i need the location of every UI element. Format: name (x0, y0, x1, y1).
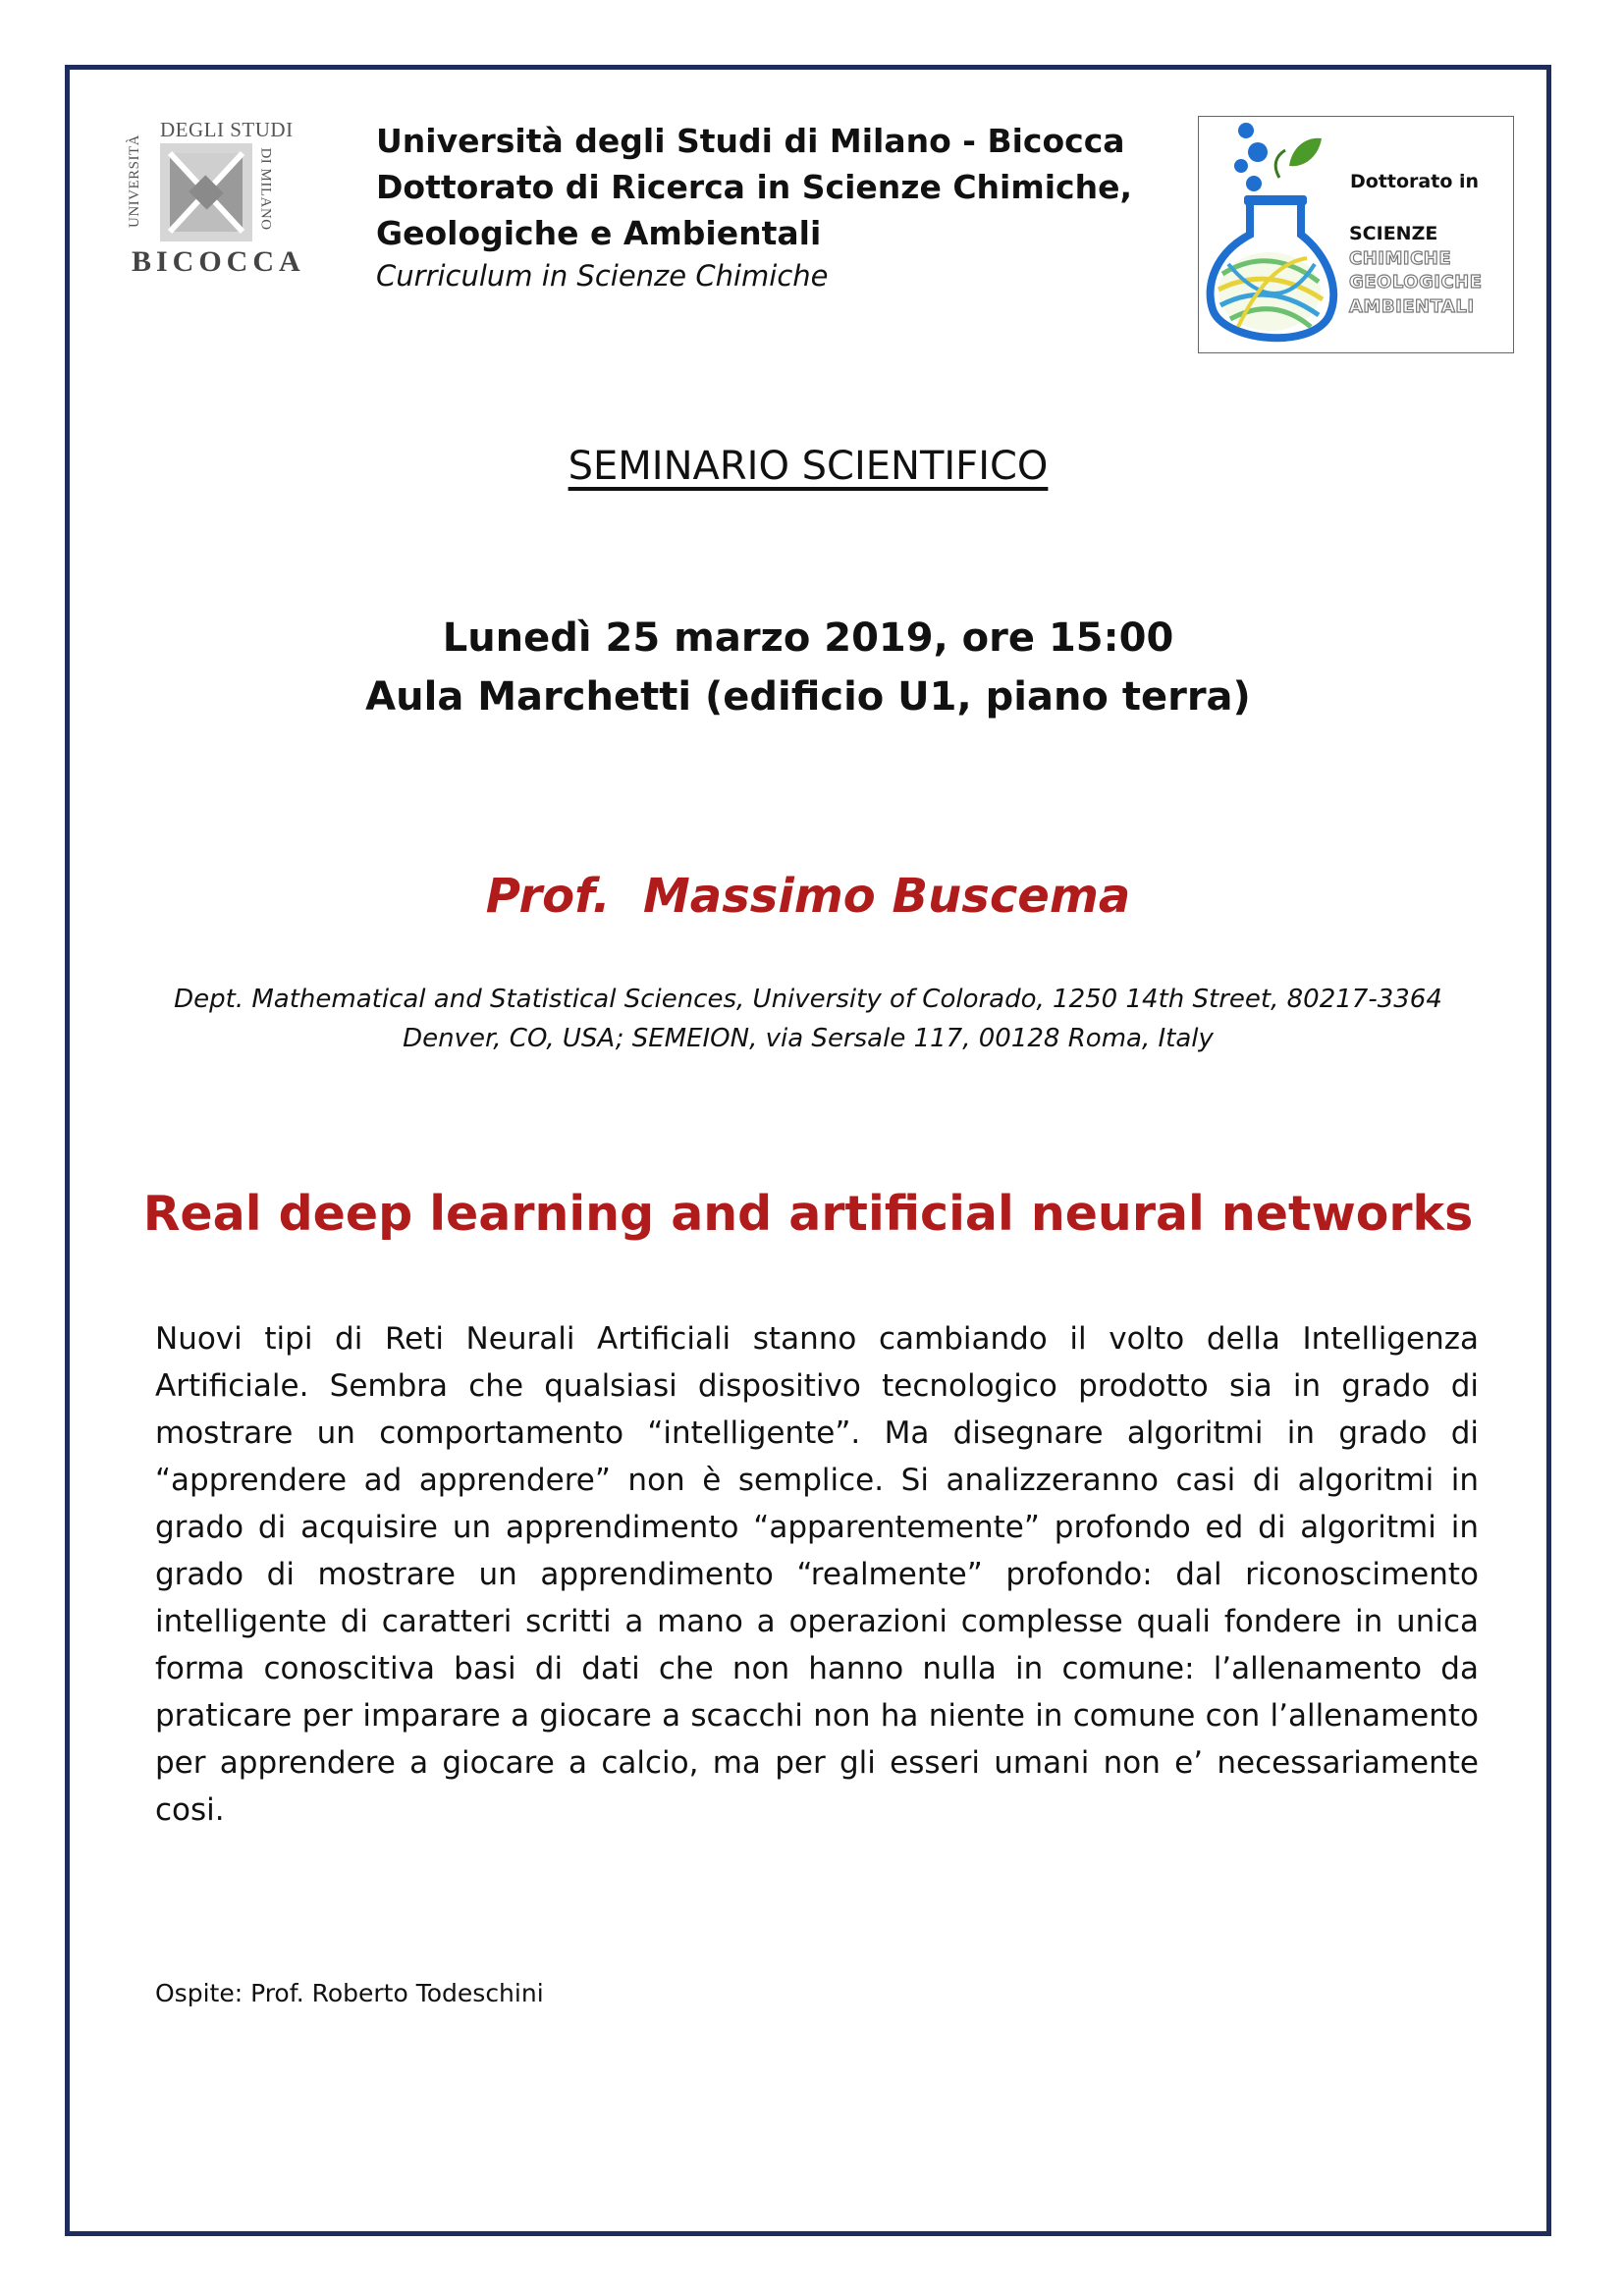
header-university: Università degli Studi di Milano - Bicocca (376, 122, 1125, 160)
logo-dottorato-text: Dottorato in (1350, 171, 1480, 192)
logo-bicocca-text: BICOCCA (132, 245, 305, 278)
seminar-heading: SEMINARIO SCIENTIFICO (568, 444, 1049, 489)
logo-geologiche-text: GEOLOGICHE (1349, 272, 1483, 293)
logo-vertical-right-text: DI MILANO (257, 147, 274, 231)
header-curriculum: Curriculum in Scienze Chimiche (376, 259, 829, 293)
university-logo (127, 116, 305, 283)
header-block (376, 118, 1132, 295)
affiliation-line-2: Denver, CO, USA; SEMEION, via Sersale 117, 00128 Roma, Italy (403, 1024, 1214, 1053)
speaker-name: Prof. Massimo Buscema (485, 869, 1131, 924)
affiliation-line-1: Dept. Mathematical and Statistical Sciences, University of Colorado, 1250 14th Street, 80217-3364 (174, 985, 1442, 1014)
talk-title: Real deep learning and artificial neural networks (142, 1186, 1474, 1242)
host-line: Ospite: Prof. Roberto Todeschini (155, 1979, 544, 2007)
doctorate-logo (1198, 116, 1514, 353)
talk-abstract: Nuovi tipi di Reti Neurali Artificiali stanno cambiando il volto della Intelligenza Artificiale. Sembra che qualsiasi dispositivo tecnologico prodotto sia in grado di mostrare un comportamento “intelligente”. Ma disegnare algoritmi in grado di “apprendere ad apprendere” non è semplice. Si analizzeranno casi di algoritmi in grado di acquisire un apprendimento “apparentemente” profondo ed di algoritmi in grado di mostrare un apprendimento “realmente” profondo: dal riconoscimento intelligente di caratteri scritti a mano a operazioni complesse quali fondere in unica forma conoscitiva basi di dati che non hanno nulla in comune: l’allenamento da praticare per imparare a giocare a scacchi non ha niente in comune con l’allenamento per apprendere a giocare a calcio, ma per gli esseri umani non e’ necessariamente cosi. (155, 1321, 1479, 1828)
event-datetime: Lunedì 25 marzo 2019, ore 15:00 (442, 615, 1174, 661)
event-when-where (65, 609, 1551, 726)
university-emblem-icon (160, 143, 252, 241)
logo-top-text: DEGLI STUDI (160, 118, 294, 141)
event-location: Aula Marchetti (edificio U1, piano terra) (365, 674, 1251, 720)
logo-vertical-left-text: UNIVERSITÀ (127, 134, 142, 228)
header-doctorate: Dottorato di Ricerca in Scienze Chimiche, (376, 168, 1133, 206)
logo-ambientali-text: AMBIENTALI (1349, 296, 1475, 317)
header-doctorate-cont: Geologiche e Ambientali (376, 214, 822, 252)
page-border (65, 65, 1551, 2236)
logo-scienze-text: SCIENZE (1349, 223, 1438, 244)
speaker-affiliation (65, 980, 1551, 1058)
logo-chimiche-text: CHIMICHE (1349, 248, 1452, 269)
